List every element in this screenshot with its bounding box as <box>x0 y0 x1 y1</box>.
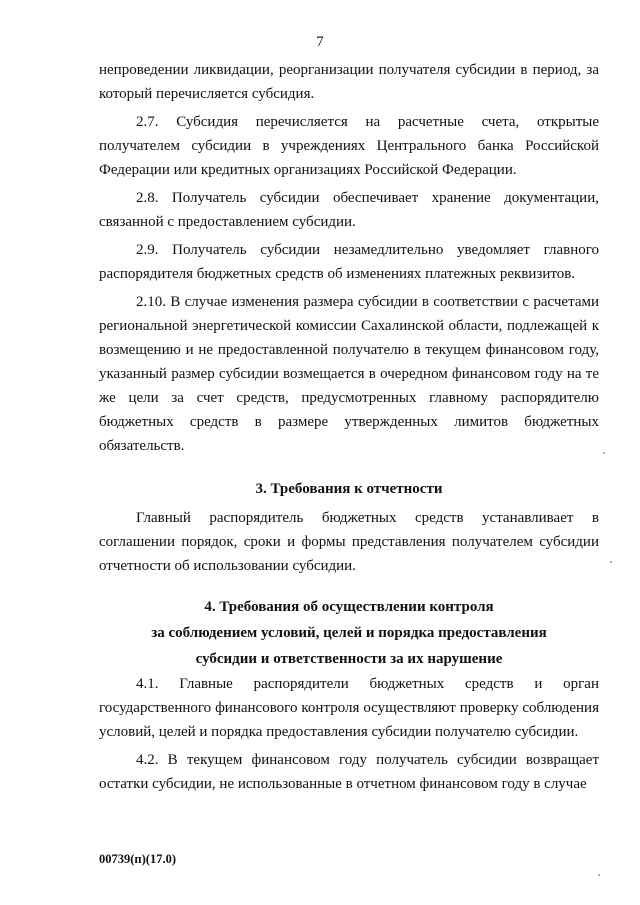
paragraph-4-2: 4.2. В текущем финансовом году получатель субсидии возвращает остатки субсидии, не использованные в отчетном финансовом году в случае <box>99 752 599 792</box>
paragraph-continuation: непроведении ликвидации, реорганизации получателя субсидии в период, за который перечисляется субсидия. <box>99 62 599 102</box>
paragraph-3: Главный распорядитель бюджетных средств устанавливает в соглашении порядок, сроки и формы представления получателем субсидии отчетности об использовании субсидии. <box>99 510 599 574</box>
paragraph-2-8: 2.8. Получатель субсидии обеспечивает хранение документации, связанной с предоставлением субсидии. <box>99 190 599 230</box>
section-4-title-line-2: за соблюдением условий, целей и порядка предоставления <box>151 625 547 641</box>
section-3-title: 3. Требования к отчетности <box>255 481 443 497</box>
document-body <box>99 58 599 796</box>
paragraph-2-9: 2.9. Получатель субсидии незамедлительно уведомляет главного распорядителя бюджетных средств об изменениях платежных реквизитов. <box>99 242 599 282</box>
paragraph-4-1: 4.1. Главные распорядители бюджетных средств и орган государственного финансового контроля осуществляют проверку соблюдения условий, целей и порядка предоставления субсидии получателю субсидии. <box>99 676 599 740</box>
section-4-title <box>99 594 599 672</box>
paragraph-2-10: 2.10. В случае изменения размера субсидии в соответствии с расчетами региональной энергетической комиссии Сахалинской области, подлежащей к возмещению и не предоставленной получателю в текущем финансовом году, указанный размер субсидии возмещается в очередном финансовом году на те же цели за счет средств, предусмотренных главному распорядителю бюджетных средств в размере утвержденных лимитов бюджетных обязательств. <box>99 294 599 454</box>
page-number: 7 <box>316 34 324 50</box>
scan-speck <box>598 874 600 876</box>
section-4-title-line-3: субсидии и ответственности за их нарушение <box>195 651 503 667</box>
scan-speck <box>603 452 605 454</box>
document-code: 00739(п)(17.0) <box>99 852 176 866</box>
scan-speck <box>610 561 612 563</box>
paragraph-2-7: 2.7. Субсидия перечисляется на расчетные счета, открытые получателем субсидии в учреждениях Центрального банка Российской Федерации или кредитных организациях Российской Федерации. <box>99 114 599 178</box>
section-4-title-line-1: 4. Требования об осуществлении контроля <box>204 599 494 615</box>
